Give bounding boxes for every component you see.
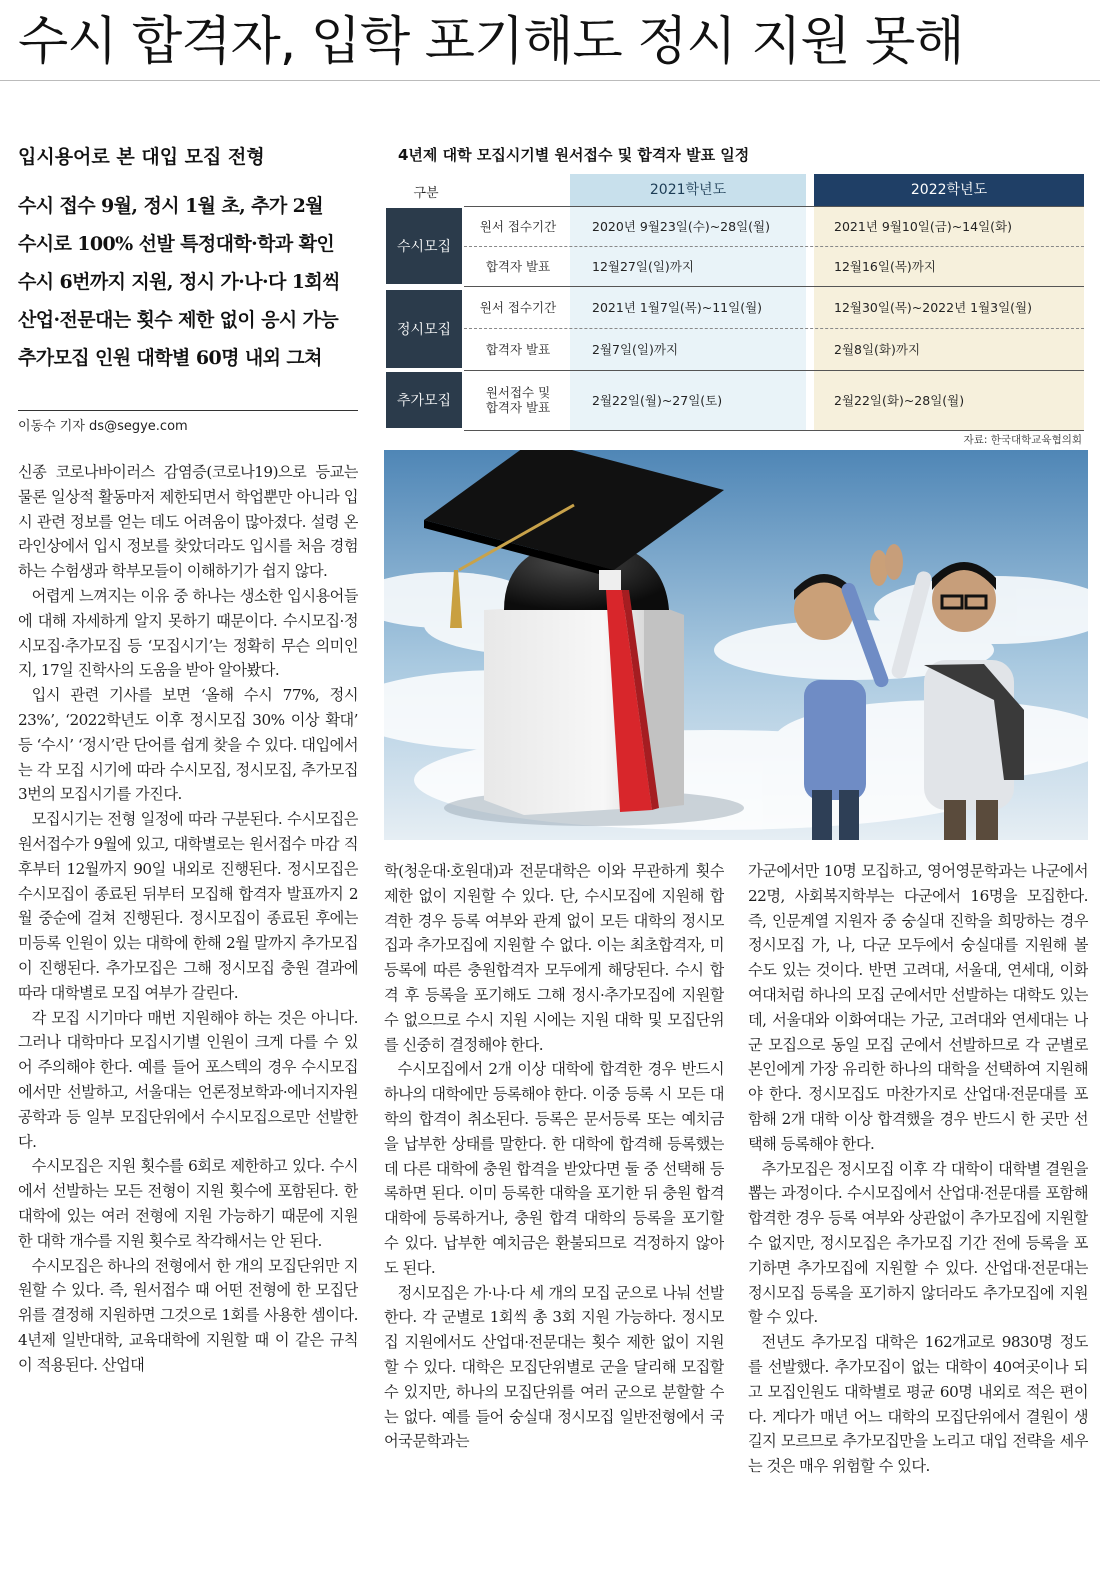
table-header-2022: 2022학년도 — [814, 174, 1084, 206]
subhead: 수시 접수 9월, 정시 1월 초, 추가 2월 — [18, 195, 324, 217]
table-source: 자료: 한국대학교육협의회 — [963, 434, 1082, 446]
cell-2022: 12월30일(목)~2022년 1월3일(월) — [834, 300, 1033, 315]
paragraph: 정시모집은 가·나·다 세 개의 모집 군으로 나눠 선발한다. 각 군별로 1회씩 총 3회 지원 가능하다. 정시모집 지원에서도 산업대·전문대는 횟수 제한 없이 지원할 수 있다. 대학은 모집단위별로 군을 달리해 모집할 수 있지만, 하나의 모집단위를 여러 군으로 분할할 수는 없다. 예를 들어 숭실대 정시모집 일반전형에서 국어국문학과는 — [384, 1283, 724, 1451]
headline: 수시 합격자, 입학 포기해도 정시 지원 못해 — [18, 12, 964, 72]
paragraph: 수시모집에서 2개 이상 대학에 합격한 경우 반드시 하나의 대학에만 등록해야 한다. 이중 등록 시 모든 대학의 합격이 취소된다. 등록은 문서등록 또는 예치금을 납부한 상태를 말한다. 한 대학에 합격해 등록했는데 다른 대학에 충원 합격을 받았다면 둘 중 선택해 등록하면 된다. 이미 등록한 대학을 포기한 뒤 충원 합격 대학에 등록하거나, 충원 합격 대학의 등록을 포기할 수 있다. 납부한 예치금은 환불되므로 걱정하지 않아도 된다. — [384, 1060, 724, 1277]
row-label: 원서 접수기간 — [479, 299, 557, 315]
subhead: 수시 6번까지 지원, 정시 가·나·다 1회씩 — [18, 271, 340, 293]
schedule-table — [386, 174, 1084, 432]
cell-2022: 2월22일(화)~28일(월) — [834, 393, 965, 408]
paragraph: 가군에서만 10명 모집하고, 영어영문학과는 나군에서 22명, 사회복지학부는 다군에서 16명을 모집한다. 즉, 인문계열 지원자 중 숭실대 진학을 희망하는 경우 정시모집 가, 나, 다군 모두에서 숭실대를 지원해 볼 수도 있는 것이다. 반면 고려대, 서울대, 연세대, 이화여대처럼 하나의 모집 군에서만 선발하는 대학도 있는데, 서울대와 이화여대는 가군, 고려대와 연세대는 나군 모집으로 동일 모집 군에서 선발하므로 각 군별로 본인에게 가장 유리한 하나의 대학을 선택하여 지원해야 한다. 정시모집도 마찬가지로 산업대·전문대를 포함해 2개 대학 이상 합격했을 경우 반드시 한 곳만 선택해 등록해야 한다. — [748, 862, 1088, 1153]
kicker: 입시용어로 본 대입 모집 전형 — [18, 146, 265, 168]
byline-rule — [18, 410, 358, 411]
row-label: 원서 접수기간 — [479, 218, 557, 234]
paragraph: 전년도 추가모집 대학은 162개교로 9830명 정도를 선발했다. 추가모집이 없는 대학이 40여곳이나 되고 모집인원도 대학별로 평균 60명 내외로 적은 편이다. 게다가 매년 어느 대학의 모집단위에서 결원이 생길지 모르므로 추가모집만을 노리고 대입 전략을 세우는 것은 매우 위험할 수 있다. — [748, 1333, 1088, 1476]
paragraph: 수시모집은 지원 횟수를 6회로 제한하고 있다. 수시에서 선발하는 모든 전형이 지원 횟수에 포함된다. 한 대학에 있는 여러 전형에 지원 가능하기 때문에 지원한 대학 개수를 지원 횟수로 착각해서는 안 된다. — [18, 1157, 358, 1250]
table-title: 4년제 대학 모집시기별 원서접수 및 합격자 발표 일정 — [398, 146, 750, 164]
paragraph: 학(청운대·호원대)과 전문대학은 이와 무관하게 횟수 제한 없이 지원할 수 있다. 단, 수시모집에 지원해 합격한 경우 등록 여부와 관계 없이 모든 대학의 정시모집과 추가모집에 지원할 수 없다. 이는 최초합격자, 미등록에 따른 충원합격자 모두에게 해당된다. 수시 합격 후 등록을 포기해도 그해 정시·추가모집에 지원할 수 없으므로 수시 지원 시에는 지원 대학 및 모집단위를 신중히 결정해야 한다. — [384, 862, 724, 1054]
cell-2021: 2월7일(일)까지 — [592, 342, 679, 357]
header-rule — [0, 80, 1100, 81]
table-divider — [464, 430, 1084, 431]
cell-2021: 2020년 9월23일(수)~28일(월) — [592, 219, 770, 234]
infographic — [384, 140, 1088, 840]
body-column-2 — [384, 859, 724, 1561]
row-label: 합격자 발표 — [485, 341, 551, 357]
byline: 이동수 기자 ds@segye.com — [18, 419, 188, 434]
paragraph: 모집시기는 전형 일정에 따라 구분된다. 수시모집은 원서접수가 9월에 있고, 대학별로는 원서접수 마감 직후부터 12월까지 90일 내외로 진행된다. 정시모집은 수시모집이 종료된 뒤부터 모집해 합격자 발표까지 2월 중순에 걸쳐 진행된다. 정시모집이 종료된 후에는 미등록 인원이 있는 대학에 한해 2월 말까지 추가모집이 진행된다. 추가모집은 그해 정시모집 충원 결과에 따라 대학별로 모집 여부가 갈린다. — [18, 810, 358, 1002]
table-header-gubun: 구분 — [413, 186, 439, 201]
paragraph: 신종 코로나바이러스 감염증(코로나19)으로 등교는 물론 일상적 활동마저 제한되면서 학업뿐만 아니라 입시 관련 정보를 얻는 데도 어려움이 많아졌다. 설령 온라인상에서 입시 정보를 찾았더라도 입시를 처음 경험하는 수험생과 학부모들이 이해하기가 쉽지 않다. — [18, 463, 358, 581]
subhead: 산업·전문대는 횟수 제한 없이 응시 가능 — [18, 309, 339, 331]
row-label: 원서접수 및 합격자 발표 — [485, 385, 551, 415]
subhead: 수시로 100% 선발 특정대학·학과 확인 — [18, 233, 335, 255]
photo-graduation-illustration — [384, 450, 1088, 840]
cell-2021: 2021년 1월7일(목)~11일(월) — [592, 300, 763, 315]
paragraph: 수시모집은 하나의 전형에서 한 개의 모집단위만 지원할 수 있다. 즉, 원서접수 때 어떤 전형에 한 모집단위를 결정해 지원하면 그것으로 1회를 사용한 셈이다. 4년제 일반대학, 교육대학에 지원할 때 이 같은 규칙이 적용된다. 산업대 — [18, 1256, 358, 1374]
cell-2021: 12월27일(일)까지 — [592, 259, 694, 274]
paragraph: 어렵게 느껴지는 이유 중 하나는 생소한 입시용어들에 대해 자세하게 알지 못하기 때문이다. 수시모집·정시모집·추가모집 등 ‘모집시기’는 정확히 무슨 의미인지, 17일 진학사의 도움을 받아 알아봤다. — [18, 586, 358, 680]
body-column-3 — [748, 859, 1088, 1561]
category-jeongsi: 정시모집 — [386, 290, 462, 368]
category-susi: 수시모집 — [386, 208, 462, 284]
body-column-1 — [18, 460, 358, 1560]
subhead: 추가모집 인원 대학별 60명 내외 그쳐 — [18, 347, 322, 369]
paragraph: 입시 관련 기사를 보면 ‘올해 수시 77%, 정시 23%’, ‘2022학년도 이후 정시모집 30% 이상 확대’ 등 ‘수시’ ‘정시’란 단어를 쉽게 찾을 수 있다. 대입에서는 각 모집 시기에 따라 수시모집, 정시모집, 추가모집 3번의 모집시기를 가진다. — [18, 686, 358, 804]
category-chuga: 추가모집 — [386, 372, 462, 428]
row-label: 합격자 발표 — [485, 258, 551, 274]
cell-2022: 2월8일(화)까지 — [834, 342, 921, 357]
subheads — [18, 187, 363, 377]
cell-2022: 2021년 9월10일(금)~14일(화) — [834, 219, 1012, 234]
paragraph: 각 모집 시기마다 매번 지원해야 하는 것은 아니다. 그러나 대학마다 모집시기별 인원이 크게 다를 수 있어 주의해야 한다. 예를 들어 포스텍의 경우 수시모집에서만 선발하고, 서울대는 언론정보학과·에너지자원공학과 등 일부 모집단위에서 수시모집으로만 선발한다. — [18, 1008, 358, 1151]
table-header-2021: 2021학년도 — [570, 174, 806, 206]
paragraph: 추가모집은 정시모집 이후 각 대학이 대학별 결원을 뽑는 과정이다. 수시모집에서 산업대·전문대를 포함해 합격한 경우 등록 여부와 상관없이 추가모집에 지원할 수 없지만, 정시모집은 추가모집 기간 전에 등록을 포기하면 추가모집에 지원할 수 있다. 산업대·전문대는 정시모집 등록을 포기하지 않더라도 추가모집에 지원할 수 있다. — [748, 1159, 1088, 1327]
cell-2022: 12월16일(목)까지 — [834, 259, 936, 274]
cell-2021: 2월22일(월)~27일(토) — [592, 393, 723, 408]
